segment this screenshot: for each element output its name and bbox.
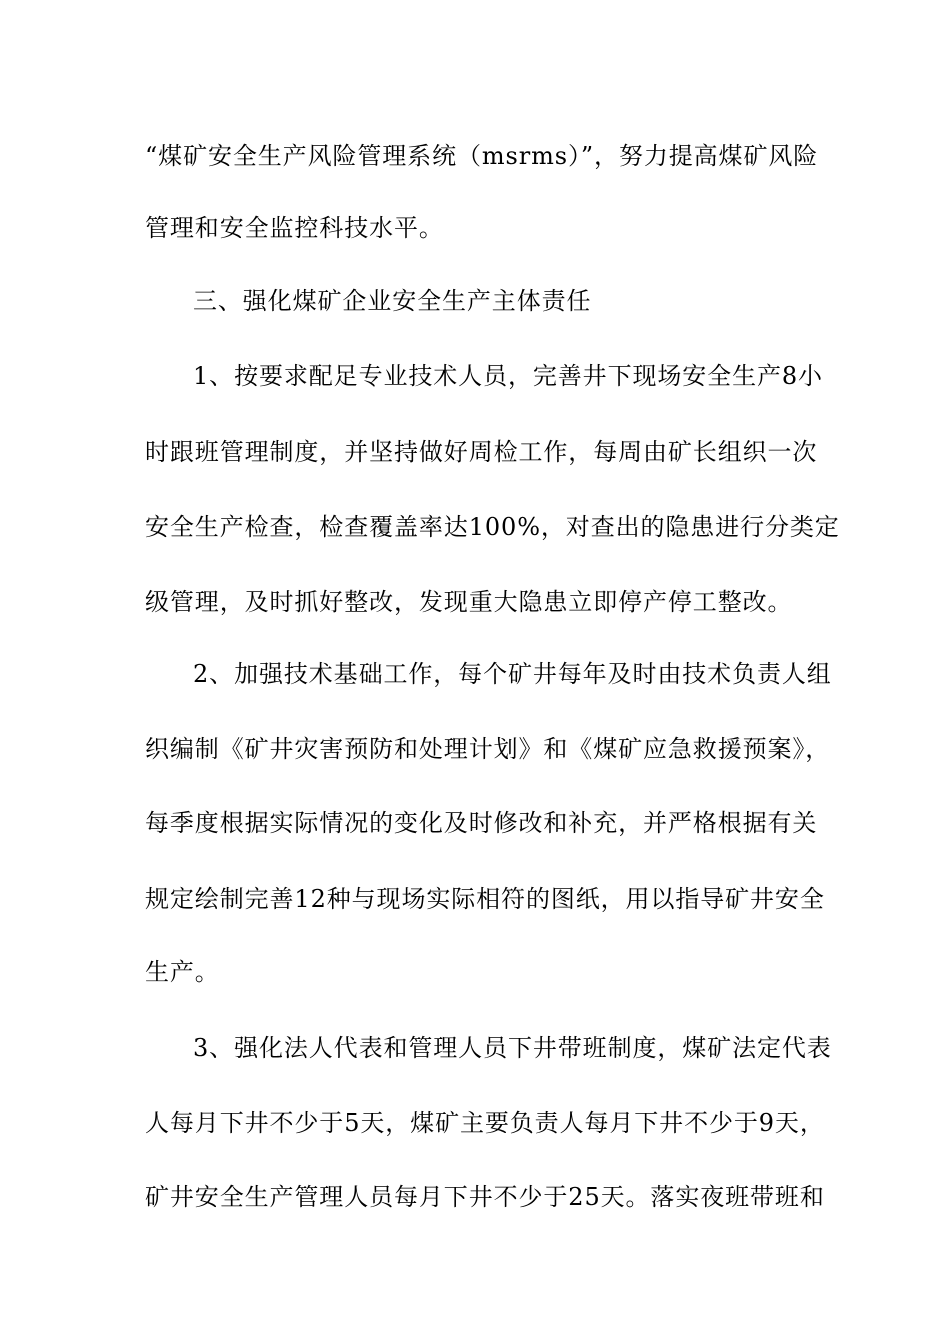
text-line-1: “煤矿安全生产风险管理系统（msrms）”，努力提高煤矿风险 bbox=[145, 142, 819, 170]
text-line-7: 级管理，及时抓好整改，发现重大隐患立即停产停工整改。 bbox=[145, 588, 793, 616]
text-line-13: 3、强化法人代表和管理人员下井带班制度，煤矿法定代表 bbox=[193, 1034, 832, 1062]
section-heading: 三、强化煤矿企业安全生产主体责任 bbox=[193, 287, 592, 315]
text-line-2: 管理和安全监控科技水平。 bbox=[145, 214, 444, 242]
text-line-8: 2、加强技术基础工作，每个矿井每年及时由技术负责人组 bbox=[193, 660, 832, 688]
text-line-5: 时跟班管理制度，并坚持做好周检工作，每周由矿长组织一次 bbox=[145, 438, 818, 466]
text-line-10: 每季度根据实际情况的变化及时修改和补充，并严格根据有关 bbox=[145, 809, 818, 837]
text-line-4: 1、按要求配足专业技术人员，完善井下现场安全生产8小 bbox=[193, 362, 823, 390]
text-line-14: 人每月下井不少于5天，煤矿主要负责人每月下井不少于9天， bbox=[145, 1109, 825, 1137]
text-line-9: 织编制《矿井灾害预防和处理计划》和《煤矿应急救援预案》， bbox=[145, 735, 831, 763]
text-line-15: 矿井安全生产管理人员每月下井不少于25天。落实夜班带班和 bbox=[145, 1183, 825, 1211]
text-line-6: 安全生产检查，检查覆盖率达100%，对查出的隐患进行分类定 bbox=[145, 513, 840, 541]
text-line-12: 生产。 bbox=[145, 958, 220, 986]
text-line-11: 规定绘制完善12种与现场实际相符的图纸，用以指导矿井安全 bbox=[145, 885, 825, 913]
